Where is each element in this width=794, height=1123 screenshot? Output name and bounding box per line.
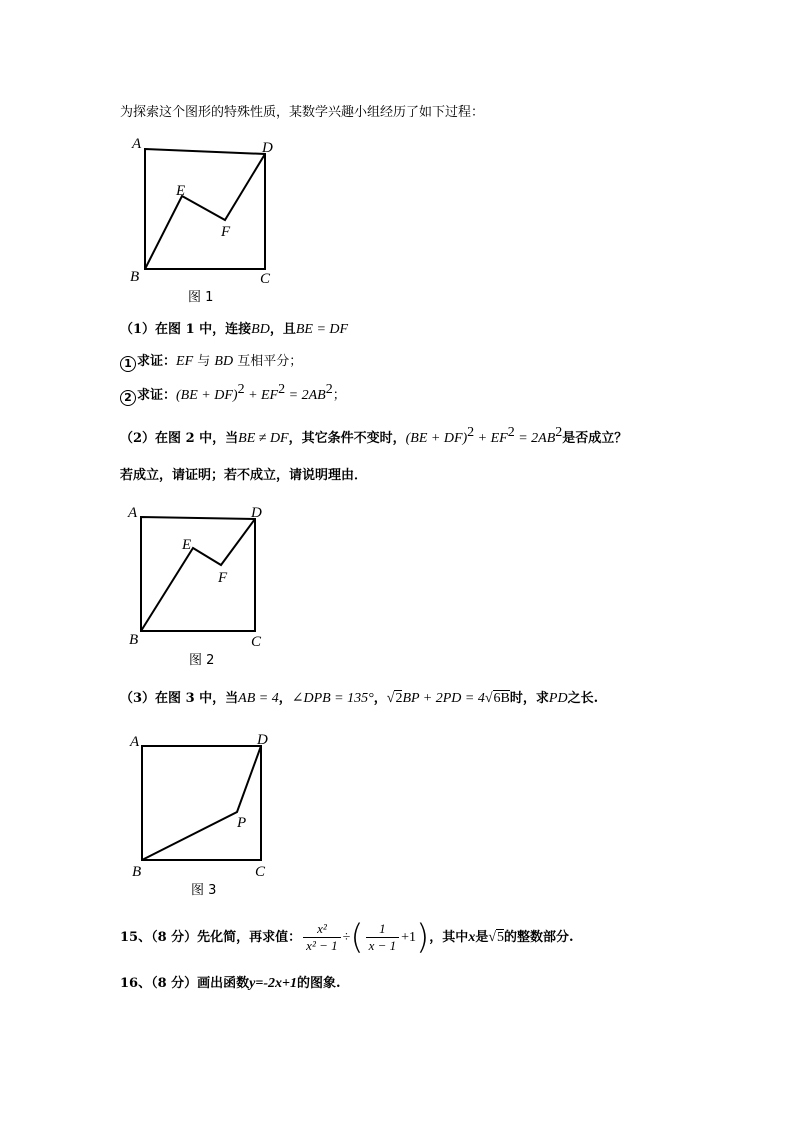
figure-2-svg [125,502,285,672]
figure-3-svg [128,730,288,900]
fig1-label-b: B [130,269,140,285]
q1-part1-line: 1 求证：EF 与 BD 互相平分； [120,353,302,372]
fig1-label-f: F [221,224,231,240]
fig2-label-f: F [218,570,228,586]
fraction-1-over-x-minus-1: $\frac{1}{x - 1}$ [366,921,400,954]
fig3-label-c: C [255,864,266,880]
fig1-label-d: D [262,140,273,156]
figure-1 [128,134,288,313]
fig2-label-e: E [182,537,192,553]
fig1-path-befd [145,154,265,269]
figure-2 [125,502,285,676]
fig1-label-c: C [260,271,271,287]
fig3-label-a: A [130,734,140,750]
fig3-square [142,746,261,860]
fig3-label-p: P [237,815,247,831]
fig1-label-a: A [132,136,142,152]
sqrt-two: √2 [386,691,403,706]
circled-one-icon: 1 [120,356,136,372]
fig1-caption: 图 1 [188,290,214,305]
fig2-label-b: B [129,632,139,648]
sqrt-five: √5 [488,930,505,945]
sqrt-six: √6B [484,691,510,706]
problem-16: 16、（8 分）画出函数y=-2x+1的图象. [120,976,341,991]
fig3-caption: 图 3 [191,883,217,898]
fig3-label-b: B [132,864,142,880]
fig3-label-d: D [257,732,268,748]
q3-line: （3）在图 3 中，当AB = 4，∠DPB = 135°，√2BP + 2PD = 4√6B时，求PD之长. [120,691,599,706]
fig2-label-d: D [251,505,262,521]
intro-text: 为探索这个图形的特殊性质，某数学兴趣小组经历了如下过程： [120,105,485,120]
fig2-label-c: C [251,634,262,650]
fraction-x2-over-x2-minus-1: $\frac{\text{x²}}{\text{x² − 1}}$ [303,921,340,954]
q1-part2-line: 2 求证：$(BE + DF)^2 + EF^2 = 2AB^2$； [120,387,346,406]
q2-continuation: 若成立，请证明；若不成立，请说明理由． [120,468,368,483]
circled-two-icon: 2 [120,390,136,406]
q2-line: （2）在图 2 中，当BE ≠ DF，其它条件不变时，$(BE + DF)^2 + EF^2 = 2AB^2$是否成立？ [120,425,628,446]
fig2-label-a: A [128,505,138,521]
problem-15: 15、（8 分）先化简，再求值： $\frac{\text{x²}}{\text{x² − 1}}$ ÷( $\frac{1}{x - 1}$ +1)，其中x是√5的整数部分. [120,916,574,960]
fig3-path-bpd [142,746,261,860]
fig2-caption: 图 2 [189,653,215,668]
figure-3 [128,730,288,904]
fig1-label-e: E [176,183,186,199]
figure-1-svg [128,134,288,309]
q1-line: （1）在图 1 中，连接BD，且BE = DF [120,322,349,337]
fig2-path-befd [141,519,255,631]
fig2-square [141,517,255,631]
